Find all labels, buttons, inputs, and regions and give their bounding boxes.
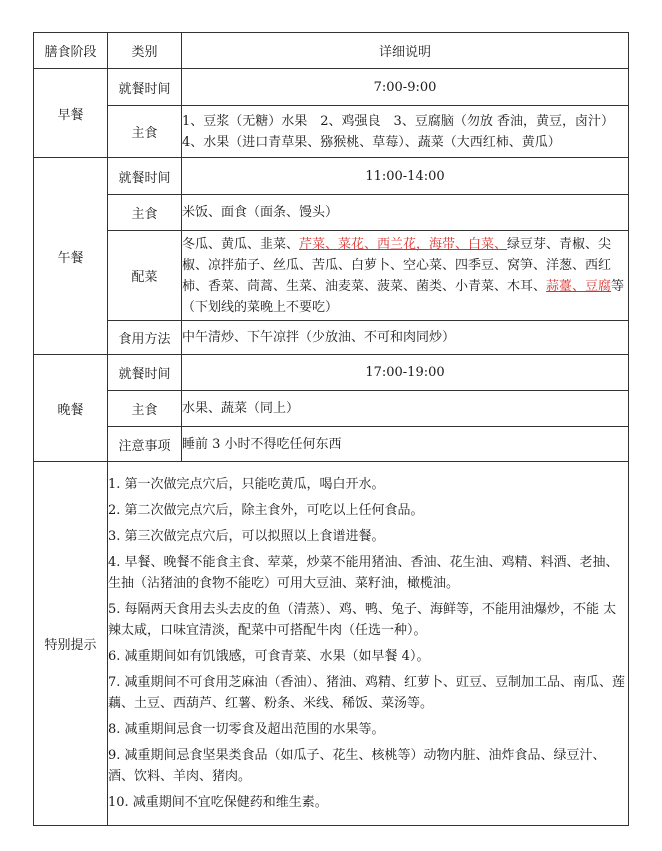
tip-item: 5. 每隔两天食用去头去皮的鱼（清蒸）、鸡、鸭、兔子、海鲜等，不能用油爆炒，不能 太辣太咸，口味宜清淡，配菜中可搭配牛肉（任选一种）。 — [108, 602, 617, 638]
side-dishes-underlined: 蒜薹、豆腐 — [546, 278, 612, 294]
tip-item: 4. 早餐、晚餐不能食主食、荤菜，炒菜不能用猪油、香油、花生油、鸡精、料酒、老抽、生抽（沾猪油的食物不能吃）可用大豆油、菜籽油，橄榄油。 — [108, 555, 619, 591]
dinner-note-label: 注意事项 — [108, 427, 182, 462]
special-stage: 特别提示 — [34, 462, 108, 826]
breakfast-staple-row — [34, 106, 629, 158]
breakfast-staple-value — [182, 106, 629, 158]
dinner-time-value: 17:00-19:00 — [182, 355, 629, 391]
lunch-staple-row — [34, 195, 629, 231]
tip-item: 6. 减重期间如有饥饿感，可食青菜、水果（如早餐 4）。 — [108, 649, 430, 664]
lunch-side-value — [182, 231, 629, 321]
dinner-staple-label: 主食 — [108, 391, 182, 427]
tip-item: 9. 减重期间忌食坚果类食品（如瓜子、花生、核桃等）动物内脏、油炸食品、绿豆汁、 酒、饮料、羊肉、猪肉。 — [108, 748, 606, 784]
lunch-side-label: 配菜 — [108, 231, 182, 321]
header-details: 详细说明 — [182, 33, 629, 69]
lunch-method-label: 食用方法 — [108, 321, 182, 355]
special-tips — [108, 462, 629, 826]
tip-item: 7. 减重期间不可食用芝麻油（香油）、猪油、鸡精、红萝卜、豇豆、豆制加工品、南瓜、莲藕、土豆、西葫芦、红薯、粉条、米线、稀饭、菜汤等。 — [108, 675, 626, 711]
dinner-time-label: 就餐时间 — [108, 355, 182, 391]
tip-item: 8. 减重期间忌食一切零食及超出范围的水果等。 — [108, 722, 385, 737]
tip-item: 1. 第一次做完点穴后，只能吃黄瓜，喝白开水。 — [108, 477, 385, 492]
lunch-method-row — [34, 321, 629, 355]
tip-item: 2. 第二次做完点穴后，除主食外，可吃以上任何食品。 — [108, 503, 424, 518]
lunch-staple-label: 主食 — [108, 195, 182, 231]
lunch-time-value: 11:00-14:00 — [182, 158, 629, 195]
breakfast-time-row — [34, 69, 629, 106]
dinner-staple-value: 水果、蔬菜（同上） — [182, 391, 629, 427]
breakfast-stage: 早餐 — [34, 69, 108, 158]
side-dishes-text: 绿豆芽、青椒、尖椒、凉拌茄子、丝瓜、苦瓜、白萝卜、空心菜、四季豆、窝笋、洋葱、西红柿、香菜、茼蒿、生菜、油麦菜、菠菜、菌类、小青菜、木耳、 — [182, 236, 612, 294]
header-category: 类别 — [108, 33, 182, 69]
diet-table — [33, 32, 629, 826]
dinner-stage: 晚餐 — [34, 355, 108, 462]
lunch-time-label: 就餐时间 — [108, 158, 182, 195]
tip-item: 10. 减重期间不宜吃保健药和维生素。 — [108, 795, 328, 810]
lunch-method-value: 中午清炒、下午凉拌（少放油、不可和肉同炒） — [182, 321, 629, 355]
lunch-stage: 午餐 — [34, 158, 108, 355]
breakfast-staple-line2: 4、水果（进口青草果、猕猴桃、草莓）、蔬菜（大西红柿、黄瓜） — [182, 134, 561, 150]
breakfast-staple-label: 主食 — [108, 106, 182, 158]
side-dishes-underlined: 芹菜、菜花、西兰花，海带、白菜、 — [299, 236, 508, 252]
header-row — [34, 33, 629, 69]
side-dishes-note: 等（下划线的菜晚上不要吃） — [182, 278, 625, 315]
breakfast-time-label: 就餐时间 — [108, 69, 182, 106]
dinner-note-row — [34, 427, 629, 462]
dinner-time-row — [34, 355, 629, 391]
dinner-staple-row — [34, 391, 629, 427]
lunch-side-row — [34, 231, 629, 321]
header-stage: 膳食阶段 — [34, 33, 108, 69]
lunch-staple-value: 米饭、面食（面条、馒头） — [182, 195, 629, 231]
side-dishes-text: 冬瓜、黄瓜、韭菜、 — [182, 236, 300, 252]
dinner-note-value: 睡前 3 小时不得吃任何东西 — [182, 427, 629, 462]
special-row — [34, 462, 629, 826]
tip-item: 3. 第三次做完点穴后，可以拟照以上食谱进餐。 — [108, 529, 385, 544]
breakfast-staple-line1: 1、豆浆（无糖）水果 2、鸡强良 3、豆腐脑（勿放 香油，黄豆，卤汁） — [182, 113, 614, 129]
lunch-time-row — [34, 158, 629, 195]
breakfast-time-value: 7:00-9:00 — [182, 69, 629, 106]
